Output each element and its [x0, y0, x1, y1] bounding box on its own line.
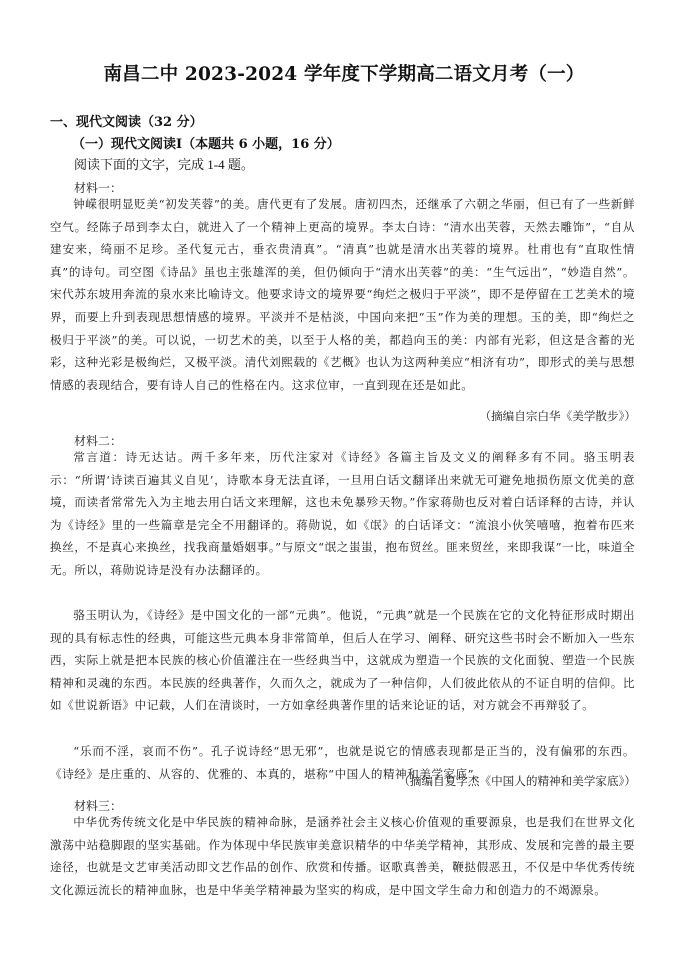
- exam-title: 南昌二中 2023-2024 学年度下学期高二语文月考（一）: [103, 64, 585, 85]
- reading-instruction: 阅读下面的文字，完成 1-4 题。: [74, 157, 254, 172]
- material-two-citation: （摘编自夏学杰《中国人的精神和美学家底》）: [398, 774, 636, 788]
- material-three-label: 材料三：: [74, 799, 123, 813]
- material-one-paragraph: 钟嵘很明显贬美“初发芙蓉”的美。唐代更有了发展。唐初四杰，还继承了六朝之华丽，但已有了一些新鲜空气。经陈子昂到李太白，就进入了一个精神上更高的境界。李太白诗：“清水出芙蓉，天然去雕饰”，“自从建安来，绮丽不足珍。圣代复元古，垂衣贵清真”。“清真”也就是清水出芙蓉的境界。杜甫也有“直取性情真”的诗句。司空图《诗品》虽也主张雄浑的美，但仍倾向于“清水出芙蓉”的美：“生气远出”，“妙造自然”。宋代苏东坡用奔流的泉水来比喻诗文。他要求诗文的境界要“绚烂之极归于平淡”，即不是停留在工艺美术的境界，而要上升到表现思想情感的境界。平淡并不是枯淡，中国向来把“玉”作为美的理想。玉的美，即“绚烂之极归于平淡”的美。可以说，一切艺术的美，以至于人格的美，都趋向玉的美：内部有光彩，但这是含蓄的光彩，这种光彩是极绚烂，又极平淡。清代刘熙载的《艺概》也认为这两种美应“相济有功”，即形式的美与思想情感的表现结合，要有诗人自己的性格在内。这求位审，一直到现在还是如此。: [50, 197, 635, 392]
- material-one-citation: （摘编自宗白华《美学散步》）: [479, 409, 636, 423]
- sub-heading: （一）现代文阅读Ⅰ（本题共 6 小题，16 分）: [72, 137, 340, 152]
- material-one-label: 材料一：: [74, 181, 123, 195]
- material-two-paragraph-1: 常言道：诗无达诂。两千多年来，历代注家对《诗经》各篇主旨及文义的阐释多有不同。骆玉明表示：“所谓‘诗读百遍其义自见’，诗歌本身无法直译，一旦用白话文翻译出来就无可避免地损伤原文优美的意境，而读者常常先入为主地去用白话文来理解，这也未免暴殄天物。”作家蒋勋也反对着白话译释的古诗，并认为《诗经》里的一些篇章是完全不用翻译的。蒋勋说，如《氓》的白话译文：“流浪小伙笑嘻嘻，抱着布匹来换丝，不是真心来换丝，找我商量婚姻事。”与原文“氓之蚩蚩，抱布贸丝。匪来贸丝，来即我谋”一比，味道全无。所以，蒋勋说诗是没有办法翻译的。: [50, 450, 635, 577]
- material-two-paragraph-3: “乐而不淫，哀而不伤”。孔子说诗经“思无邪”，也就是说它的情感表现都是正当的，没有偏邪的东西。《诗经》是庄重的、从容的、优雅的、本真的，堪称“中国人的精神和美学家底”。: [50, 744, 635, 781]
- section-heading: 一、现代文阅读（32 分）: [50, 115, 203, 130]
- material-three-paragraph: 中华优秀传统文化是中华民族的精神命脉，是涵养社会主义核心价值观的重要源泉，也是我们在世界文化激荡中站稳脚跟的坚实基础。作为体现中华民族审美意识精华的中华美学精神，其形成、发展和完善的最主要途径，也就是文艺审美活动即文艺作品的创作、欣赏和传播。讴歌真善美，鞭挞假恶丑，不仅是中华优秀传统文化源远流长的精神血脉，也是中华美学精神最为坚实的构成，是中国文学生命力和创造力的不竭源泉。: [50, 815, 635, 897]
- material-two-label: 材料二：: [74, 434, 123, 448]
- material-two-paragraph-2: 骆玉明认为，《诗经》是中国文化的一部“元典”。他说，“元典”就是一个民族在它的文化特征形成时期出现的具有标志性的经典，可能这些元典本身非常简单，但后人在学习、阐释、研究这些书时会不断加入一些东西，实际上就是把本民族的核心价值灌注在一些经典当中，这就成为塑造一个民族的文化面貌、塑造一个民族精神和灵魂的东西。本民族的经典著作，久而久之，就成为了一种信仰，人们彼此依从的不证自明的信仰。比如《世说新语》中记载，人们在清谈时，一方如拿经典著作里的话来论证的话，对方就会不再辩驳了。: [50, 608, 635, 713]
